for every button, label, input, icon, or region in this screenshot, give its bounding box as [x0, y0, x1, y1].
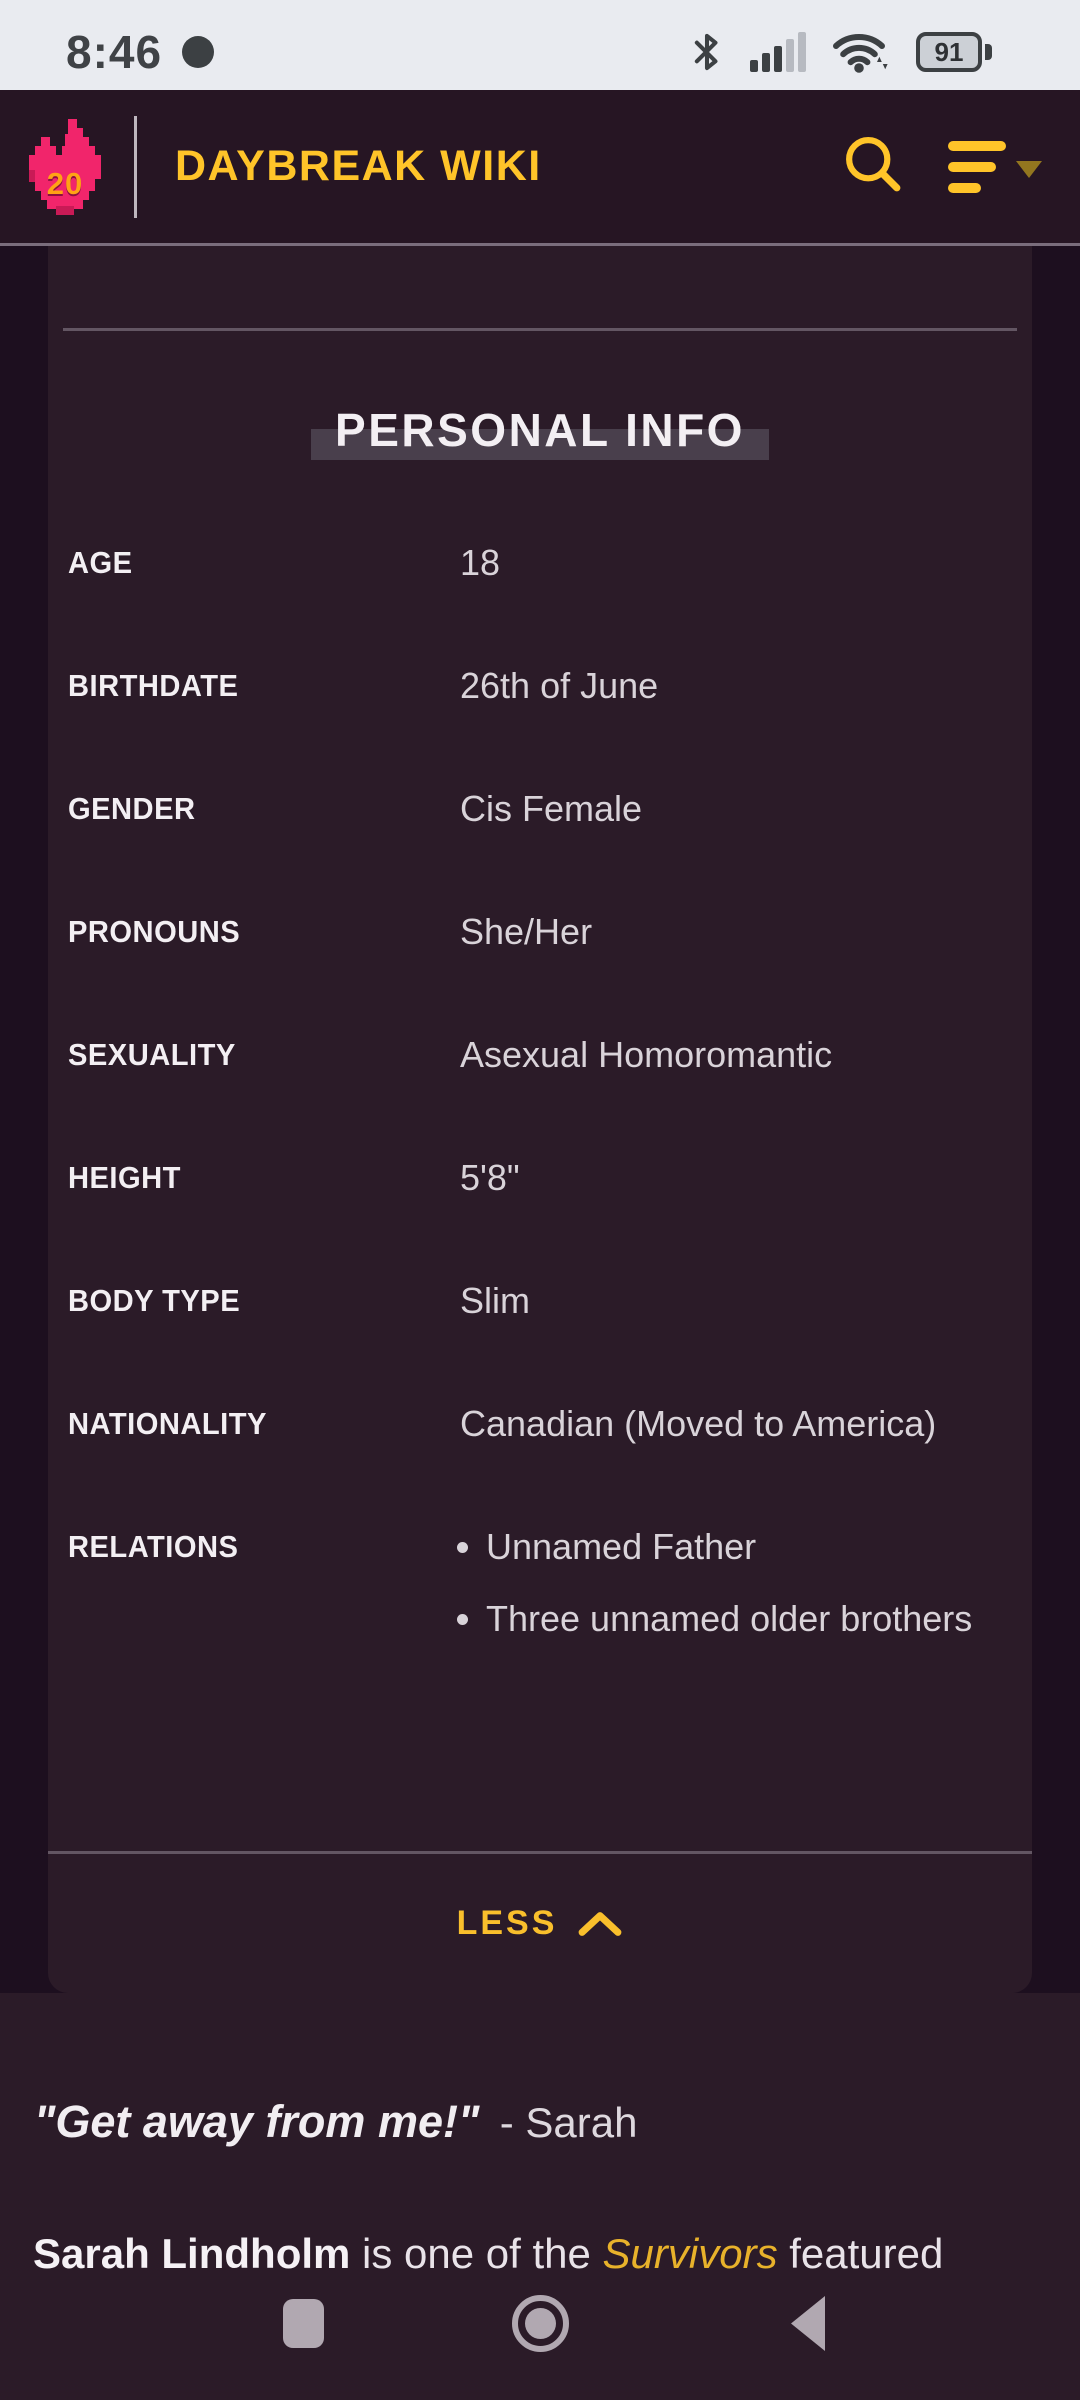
table-row: [48, 872, 1032, 995]
list-item: • Three unnamed older brothers: [486, 1595, 972, 1643]
table-row: [48, 1364, 1032, 1487]
character-name: Sarah Lindholm: [33, 2230, 351, 2277]
table-row: [48, 749, 1032, 872]
menu-button[interactable]: [948, 141, 1042, 193]
row-label: AGE: [68, 545, 133, 580]
bluetooth-icon: [690, 30, 724, 74]
infobox-top-divider: [63, 328, 1017, 331]
row-label: BIRTHDATE: [68, 668, 239, 703]
status-bar: [0, 0, 1080, 90]
row-value: Canadian (Moved to America): [460, 1403, 937, 1444]
clock: 8:46: [66, 26, 163, 78]
collapse-button[interactable]: [48, 1851, 1032, 1993]
caret-down-icon: [1016, 161, 1042, 178]
infobox-rows: [48, 503, 1032, 1643]
battery-icon: [916, 32, 992, 72]
row-value: 18: [460, 542, 501, 583]
collapse-label: LESS: [456, 1904, 558, 1942]
row-value: Slim: [460, 1280, 530, 1321]
row-label: RELATIONS: [68, 1529, 239, 1564]
recents-square-icon[interactable]: [283, 2299, 324, 2348]
row-label: GENDER: [68, 791, 196, 826]
table-row: [48, 503, 1032, 626]
logo-badge: 20: [46, 165, 84, 201]
table-row: [48, 1118, 1032, 1241]
list-item: • Unnamed Father: [486, 1523, 972, 1571]
search-icon: [842, 133, 904, 195]
character-quote: [34, 2096, 638, 2148]
back-triangle-icon[interactable]: [791, 2296, 825, 2351]
row-value: 5'8": [460, 1157, 520, 1198]
status-icons: [690, 29, 992, 75]
section-title: PERSONAL INFO: [48, 403, 1032, 457]
battery-level: 91: [934, 36, 964, 67]
wiki-title[interactable]: DAYBREAK WIKI: [175, 142, 542, 190]
infobox-band: [0, 246, 1080, 1993]
row-label: HEIGHT: [68, 1160, 181, 1195]
signal-icon: [750, 32, 806, 72]
row-label: SEXUALITY: [68, 1037, 236, 1072]
search-button[interactable]: [842, 133, 904, 200]
survivors-link[interactable]: Survivors: [602, 2230, 778, 2277]
table-row: [48, 995, 1032, 1118]
notification-dot-icon: [182, 36, 214, 68]
home-circle-icon[interactable]: [512, 2295, 569, 2352]
wifi-icon: [832, 29, 890, 75]
chevron-up-icon: [577, 1910, 623, 1938]
row-label: BODY TYPE: [68, 1283, 241, 1318]
table-row: [48, 626, 1032, 749]
row-value: Asexual Homoromantic: [460, 1034, 833, 1075]
row-value: 26th of June: [460, 665, 659, 706]
menu-icon: [948, 141, 1006, 193]
row-value: She/Her: [460, 911, 593, 952]
quote-text: "Get away from me!": [34, 2096, 480, 2147]
wiki-logo[interactable]: [26, 118, 104, 216]
lead-text: featured: [777, 2230, 944, 2277]
table-row-relations: [48, 1487, 1032, 1643]
lead-text: is one of the: [350, 2230, 603, 2277]
row-label: PRONOUNS: [68, 914, 241, 949]
quote-attribution: - Sarah: [499, 2099, 638, 2146]
relations-list: [460, 1523, 972, 1643]
app-header: [0, 90, 1080, 246]
row-value: Cis Female: [460, 788, 643, 829]
personal-info-infobox: [48, 246, 1032, 1993]
header-divider: [134, 116, 137, 218]
table-row: [48, 1241, 1032, 1364]
android-nav-bar: [0, 2268, 1080, 2400]
row-label: NATIONALITY: [68, 1406, 267, 1441]
